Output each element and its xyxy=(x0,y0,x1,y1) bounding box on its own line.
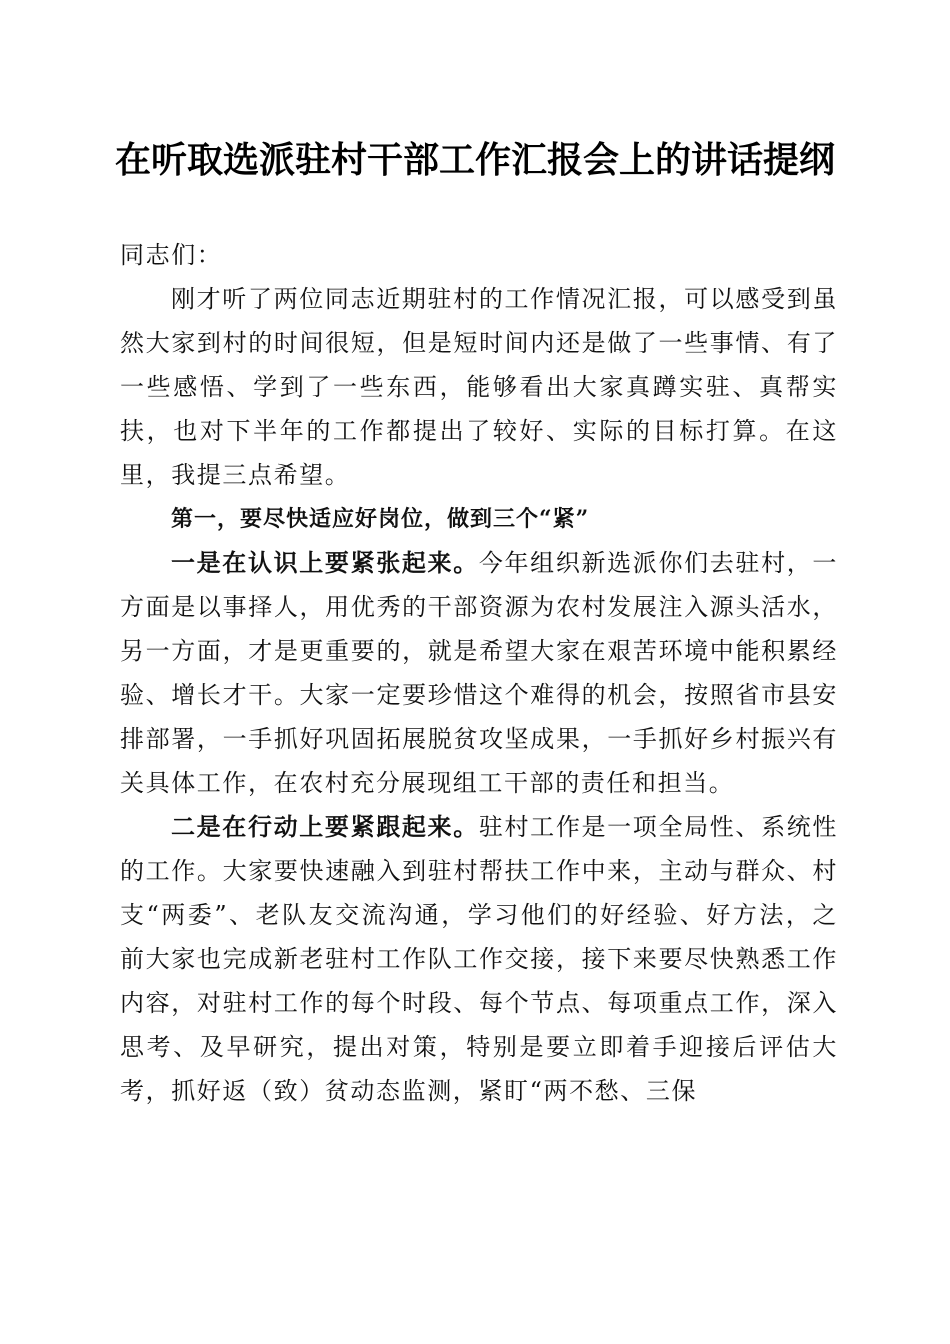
document-title: 在听取选派驻村干部工作汇报会上的讲话提纲 xyxy=(114,139,835,181)
point-2-lead: 二是在行动上要紧跟起来。 xyxy=(171,812,479,841)
intro-paragraph: 刚才听了两位同志近期驻村的工作情况汇报，可以感受到虽然大家到村的时间很短，但是短时间内还是做了一些事情、有了一些感悟、学到了一些东西，能够看出大家真蹲实驻、真帮实扶，也对下半年的工作都提出了较好、实际的目标打算。在这里，我提三点希望。 xyxy=(120,285,838,489)
point-2-text: 驻村工作是一项全局性、系统性的工作。大家要快速融入到驻村帮扶工作中来，主动与群众、村支“两委”、老队友交流沟通，学习他们的好经验、好方法，之前大家也完成新老驻村工作队工作交接，接下来要尽快熟悉工作内容，对驻村工作的每个时段、每个节点、每项重点工作，深入思考、及早研究，提出对策，特别是要立即着手迎接后评估大考，抓好返（致）贫动态监测，紧盯“两不愁、三保 xyxy=(120,813,838,1105)
point-paragraph-2 xyxy=(120,805,838,1113)
point-1-lead: 一是在认识上要紧张起来。 xyxy=(171,548,479,577)
document-body xyxy=(120,233,838,1113)
point-paragraph-1 xyxy=(120,541,838,805)
salutation: 同志们： xyxy=(120,241,223,269)
point-1-text: 今年组织新选派你们去驻村，一方面是以事择人，用优秀的干部资源为农村发展注入源头活水，另一方面，才是更重要的，就是希望大家在艰苦环境中能积累经验、增长才干。大家一定要珍惜这个难得的机会，按照省市县安排部署，一手抓好巩固拓展脱贫攻坚成果，一手抓好乡村振兴有关具体工作，在农村充分展现组工干部的责任和担当。 xyxy=(120,549,838,797)
section-heading: 第一，要尽快适应好岗位，做到三个“紧” xyxy=(171,506,590,532)
